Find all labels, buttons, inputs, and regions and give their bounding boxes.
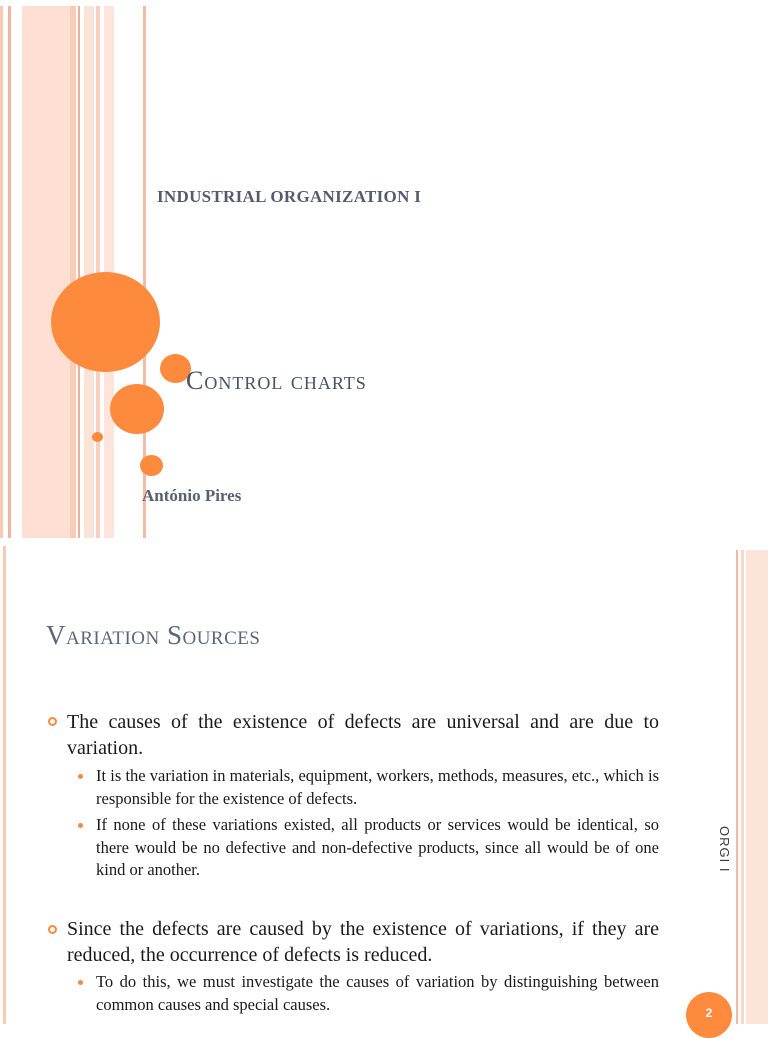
decor-band	[0, 6, 3, 538]
sub-bullet-text: If none of these variations existed, all products or services would be identical, so there would be no defective and non-defective products, since all would be of one kind or another.	[96, 815, 659, 879]
slide-title: Control charts	[186, 366, 367, 395]
decor-circle	[110, 384, 164, 434]
decor-band	[70, 6, 76, 538]
sub-bullet-marker	[78, 980, 83, 985]
decor-band	[22, 6, 70, 538]
sub-bullet-text: It is the variation in materials, equipment, workers, methods, measures, etc., which is responsible for the existence of defects.	[96, 766, 659, 808]
decor-band	[741, 550, 744, 1024]
decor-band	[3, 546, 6, 1024]
slide-title: Variation Sources	[46, 620, 261, 650]
decor-band	[736, 550, 738, 1024]
decor-band	[746, 550, 768, 1024]
sub-bullet-text: To do this, we must investigate the causes of variation by distinguishing between common causes and special causes.	[96, 972, 659, 1014]
author-name: António Pires	[142, 486, 242, 505]
decor-circle	[51, 272, 160, 372]
sub-bullet-marker	[78, 823, 83, 828]
slide-separator	[0, 540, 768, 546]
bullet-marker	[48, 717, 57, 726]
page-number-badge	[686, 992, 732, 1038]
decor-band	[84, 6, 94, 538]
page-number: 2	[705, 1006, 713, 1020]
decor-circle	[92, 432, 103, 442]
sub-bullet-marker	[78, 774, 83, 779]
bullet-marker	[48, 925, 57, 934]
bullet-text: The causes of the existence of defects are universal and are due to variation.	[67, 711, 659, 759]
decor-circle	[140, 455, 163, 476]
decor-band	[8, 6, 11, 538]
bullet-text: Since the defects are caused by the existence of variations, if they are reduced, the occurrence of defects is reduced.	[67, 918, 659, 966]
course-subtitle: INDUSTRIAL ORGANIZATION I	[157, 187, 422, 206]
side-label: ORGI I	[717, 826, 732, 873]
decor-band	[78, 6, 80, 538]
